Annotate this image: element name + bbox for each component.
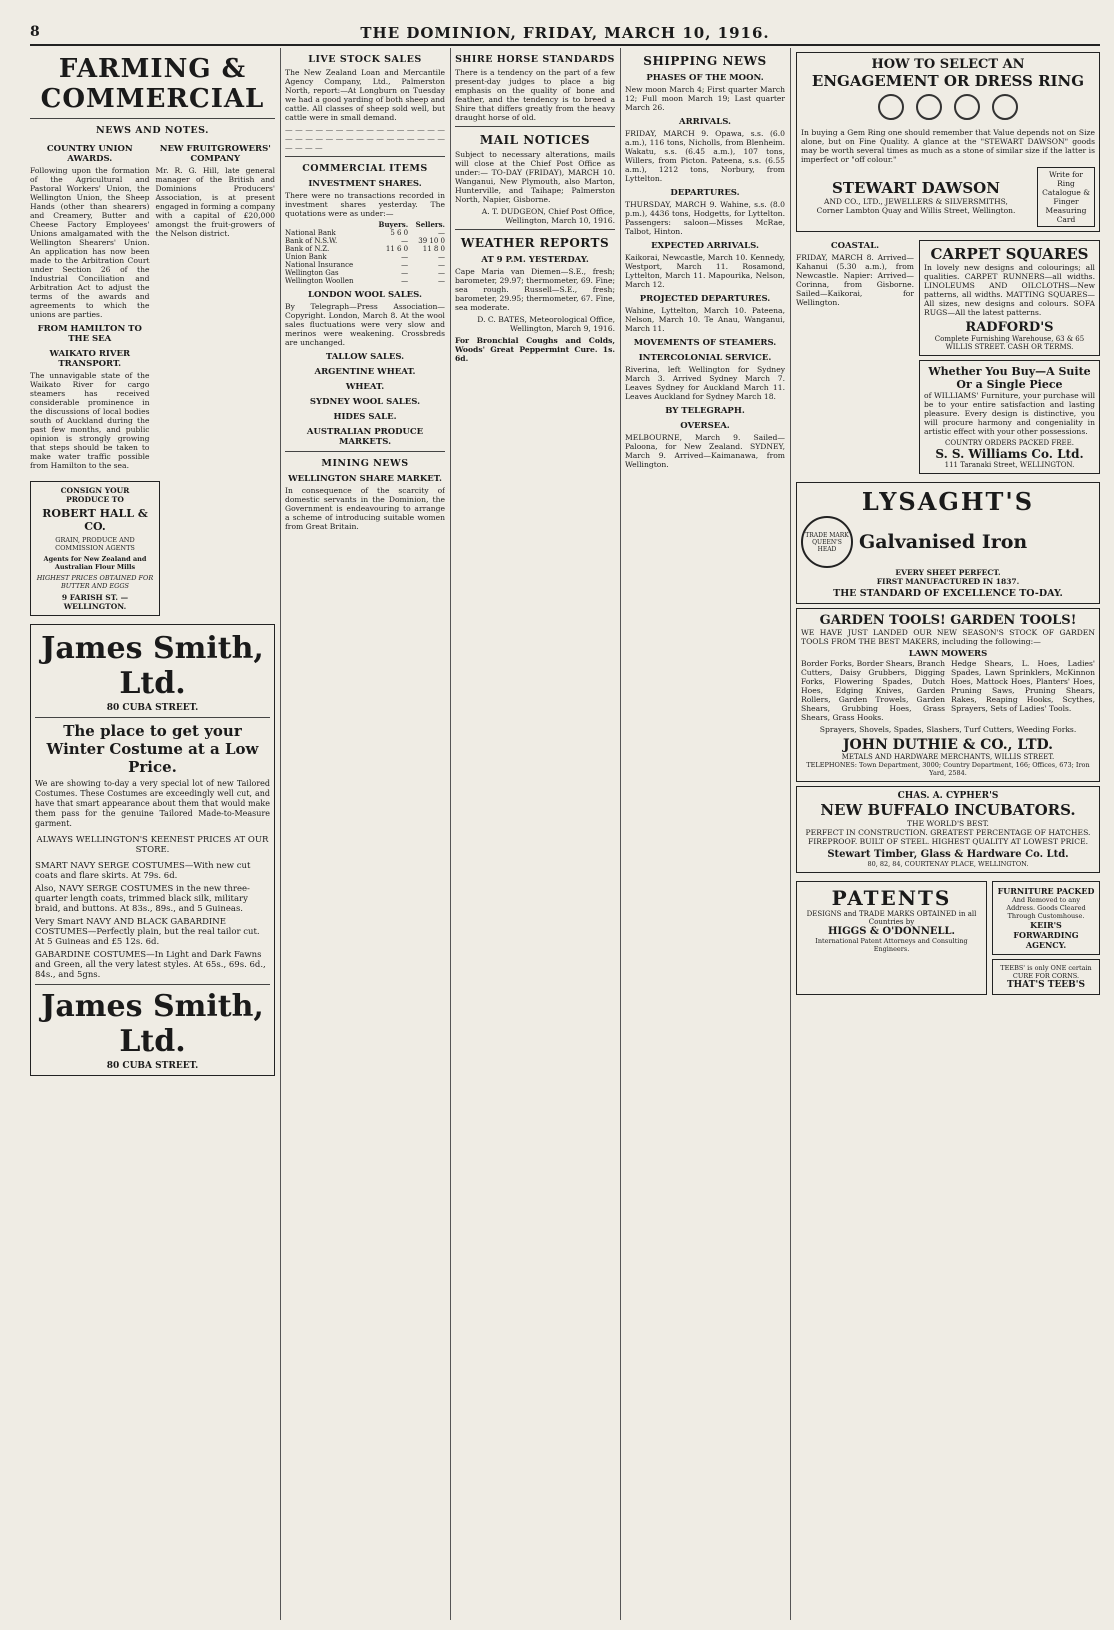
consign-line1: CONSIGN YOUR: [60, 486, 130, 495]
radford-ad: [919, 240, 1100, 356]
williams-text: of WILLIAMS' Furniture, your purchase will be to your entire satisfaction and lasting pleasure. Every design is distinctive, you will procure harmony and congeniality in artistic effect with your other possessions.: [924, 391, 1095, 436]
investment-heading: INVESTMENT SHARES.: [308, 179, 422, 189]
james-smith-body: We are showing to-day a very special lot of new Tailored Costumes. These Costumes are exceedingly well cut, and have that smart appearance about them that would make them pass for the genuine Tailored Made-to-Measure garment.: [35, 779, 270, 828]
table-row: National Insurance — —: [285, 261, 445, 269]
keir-title: FURNITURE PACKED: [997, 886, 1095, 896]
hamilton-heading: FROM HAMILTON TO THE SEA: [37, 324, 142, 344]
robert-hall-note: HIGHEST PRICES OBTAINED FOR BUTTER AND EGGS: [36, 574, 154, 590]
mail-signature: A. T. DUDGEON, Chief Post Office, Wellington, March 10, 1916.: [481, 207, 615, 225]
robert-hall-name: ROBERT HALL & CO.: [42, 507, 148, 533]
table-row: Bank of N.S.W. — 39 10 0: [285, 237, 445, 245]
table-row: Wellington Gas — —: [285, 269, 445, 277]
patents-ad: [796, 881, 987, 995]
commercial-heading: COMMERCIAL ITEMS: [302, 163, 428, 174]
robert-hall-ad: [30, 481, 160, 616]
cypher-ad: [796, 786, 1100, 873]
cypher-agent: CHAS. A. CYPHER'S: [897, 791, 999, 801]
robert-hall-sub: GRAIN, PRODUCE AND COMMISSION AGENTS: [55, 536, 135, 552]
james-smith-line4: GABARDINE COSTUMES—In Light and Dark Fawns and Green, all the very latest styles. At 65s., 69s. 6d., 84s., and 5gns.: [35, 950, 266, 980]
williams-country: COUNTRY ORDERS PACKED FREE.: [945, 439, 1074, 447]
keir-text: And Removed to any Address. Goods Cleared Through Customhouse.: [1006, 896, 1086, 920]
country-union-text: Following upon the formation of the Agricultural and Pastoral Workers' Union, the Wellington Union, the Sheep Hands (other than shearers) and Creamery, Butter and Cheese Factory Employees' Unions amalgamated with the Wellington Shearers' Union. An application has now been made to the Arbitration Court under Section 26 of the Industrial Conciliation and Arbitration Act to adjust the terms of the awards and agreements to which the unions are parties.: [30, 166, 150, 319]
wool-text: By Telegraph—Press Association—Copyright. London, March 8. At the wool sales fluctuations were very slow and merinos were weakening. Crossbreds are unchanged.: [285, 302, 445, 347]
coastal-heading: COASTAL.: [830, 241, 880, 251]
ring-icon: [916, 94, 942, 120]
james-smith-slogan: The place to get your Winter Costume at a Low Price.: [46, 722, 259, 776]
column-livestock: LIVE STOCK SALES The New Zealand Loan and Mercantile Agency Company, Ltd., Palmerston North, report:—At Longburn on Tuesday we had a good yarding of both sheep and cattle. All classes of sheep sold well, but cattle were in small demand. — — — — — — — — — — — — — — — — — — — — — — — — — — — — — — — — — — — — COMMERCIAL ITEMS INVESTMENT SHARES. There were no transactions recorded in investment shares yesterday. The quotations were as under:— Buyers. Sellers. National Bank 5 6 0 — Bank of N.S.W. — 39 10 0 Bank of N.Z. 11 6 0 11 8 0 Union Bank — — National Insurance — — Wellington Gas — — Wellington Woollen — — LONDON WOOL SALES. By Telegraph—Press Association—Copyright. London, March 8. At the wool sales fluctuations were very slow and merinos were weakening. Crossbreds are unchanged. TALLOW SALES. ARGENTINE WHEAT. WHEAT. SYDNEY WOOL SALES. HIDES SALE. AUSTRALIAN PRODUCE MARKETS. MINING NEWS WELLINGTON SHARE MARKET. In consequence of the scarcity of domestic servants in the Dominion, the Government is endeavouring to arrange a scheme of introducing suitable women from Great Britain.: [285, 54, 445, 531]
garden-text: WE HAVE JUST LANDED OUR NEW SEASON'S STOCK OF GARDEN TOOLS FROM THE BEST MAKERS, including the following:—: [801, 628, 1095, 646]
produce-heading: AUSTRALIAN PRODUCE MARKETS.: [306, 427, 424, 447]
table-row: National Bank 5 6 0 —: [285, 229, 445, 237]
robert-hall-agents: Agents for New Zealand and Australian Flour Mills: [43, 555, 147, 571]
garden-lawn: LAWN MOWERS: [908, 649, 988, 659]
james-smith-address-2: 80 CUBA STREET.: [106, 1061, 199, 1071]
james-smith-ad: [30, 624, 275, 1076]
column-advertisements: [796, 48, 1100, 1620]
robert-hall-address: 9 FARISH ST. — WELLINGTON.: [61, 593, 129, 611]
cypher-text: PERFECT IN CONSTRUCTION. GREATEST PERCENTAGE OF HATCHES. FIREPROOF. BUILT OF STEEL. HIGHEST QUALITY AT LOWEST PRICE.: [805, 828, 1091, 846]
hides-heading: HIDES SALE.: [333, 412, 397, 422]
james-smith-keenest: ALWAYS WELLINGTON'S KEENEST PRICES AT OUR STORE.: [36, 835, 269, 855]
departures-heading: DEPARTURES.: [670, 188, 740, 198]
column-shire-mail: [455, 48, 615, 1620]
james-smith-name-2: James Smith, Ltd.: [41, 989, 264, 1059]
lysaght-first: FIRST MANUFACTURED IN 1837.: [876, 577, 1020, 586]
quote-head-sellers: Sellers.: [415, 220, 445, 229]
waikato-text: The unnavigable state of the Waikato River for cargo steamers has received considerable prominence in the discussions of local bodies south of Auckland during the past few months, and public opinion is strongly growing that steps should be taken to make water traffic possible from Hamilton to the sea.: [30, 371, 150, 470]
james-smith-address: 80 CUBA STREET.: [106, 703, 199, 713]
garden-title: GARDEN TOOLS! GARDEN TOOLS!: [819, 613, 1077, 628]
patents-firm: HIGGS & O'DONNELL.: [827, 926, 956, 937]
oversea-heading: OVERSEA.: [680, 421, 730, 431]
duthie-sub: METALS AND HARDWARE MERCHANTS, WILLIS STREET.: [841, 753, 1055, 761]
news-heading: NEWS AND NOTES.: [96, 125, 209, 136]
stewart-dawson-name: STEWART DAWSON: [832, 179, 1000, 197]
weather-sub: AT 9 P.M. YESTERDAY.: [481, 255, 589, 265]
lysaght-product: Galvanised Iron: [859, 531, 1028, 553]
williams-name: S. S. Williams Co. Ltd.: [935, 447, 1084, 461]
teebs-name: THAT'S TEEB'S: [1006, 980, 1086, 990]
table-row: Bank of N.Z. 11 6 0 11 8 0: [285, 245, 445, 253]
ring-heading2: ENGAGEMENT OR DRESS RING: [811, 72, 1085, 90]
table-row: Wellington Woollen — —: [285, 277, 445, 285]
weather-heading: WEATHER REPORTS: [460, 236, 610, 250]
cypher-best: THE WORLD'S BEST.: [907, 819, 989, 828]
stewart-dawson-sub: AND CO., LTD., JEWELLERS & SILVERSMITHS,: [824, 197, 1008, 206]
ring-heading1: HOW TO SELECT AN: [871, 57, 1025, 72]
garden-more: Sprayers, Shovels, Spades, Slashers, Turf Cutters, Weeding Forks.: [819, 725, 1077, 734]
page-number: 8: [30, 24, 40, 40]
arrivals-text: FRIDAY, MARCH 9. Opawa, s.s. (6.0 a.m.), 116 tons, Nicholls, from Blenheim. Wakatu, s.s. (6.45 a.m.), 107 tons, Willers, from Picton. Pateena, s.s. (6.55 a.m.), 1212 tons, Norbury, from Lyttelton.: [625, 129, 785, 183]
williams-address: 111 Taranaki Street, WELLINGTON.: [944, 461, 1075, 469]
livestock-heading: LIVE STOCK SALES: [308, 54, 422, 65]
coastal-text: FRIDAY, MARCH 8. Arrived—Kahanui (5.30 a.m.), from Newcastle. Napier: Arrived—Corinna, from Gisborne. Sailed—Kaikorai, for Wellington.: [796, 253, 914, 307]
fruitgrowers-text: Mr. R. G. Hill, late general manager of the British and Dominions Producers' Association, is at present engaged in forming a company with a capital of £20,000 amongst the fruit-growers of the Nelson district.: [155, 166, 275, 238]
share-market-heading: WELLINGTON SHARE MARKET.: [288, 474, 442, 484]
stewart-dawson-ad: [796, 52, 1100, 232]
consign-line2: PRODUCE TO: [66, 495, 124, 504]
telegraph-text: MELBOURNE, March 9. Sailed—Paloona, for New Zealand. SYDNEY, March 9. Arrived—Kaimanawa, from Wellington.: [625, 433, 785, 469]
shire-heading: SHIRE HORSE STANDARDS: [455, 54, 615, 65]
mail-text: Subject to necessary alterations, mails will close at the Chief Post Office as under:— TO-DAY (FRIDAY), MARCH 10. Wanganui, New Plymouth, also Marton, Hunterville, and Taihape; Palmerston North, Napier, Gisborne.: [455, 150, 615, 204]
james-smith-line3: Very Smart NAVY AND BLACK GABARDINE COSTUMES—Perfectly plain, but the real tailor cut. At 5 Guineas and £5 12s. 6d.: [35, 917, 260, 947]
james-smith-line2: Also, NAVY SERGE COSTUMES in the new three-quarter length coats, trimmed black silk, military braid, and buttons. At 83s., 89s., and 5 Guineas.: [35, 884, 250, 914]
radford-name: RADFORD'S: [965, 320, 1054, 335]
stewart-timber: Stewart Timber, Glass & Hardware Co. Ltd.: [827, 849, 1069, 860]
table-row: Union Bank — —: [285, 253, 445, 261]
patents-sub: International Patent Attorneys and Consulting Engineers.: [815, 937, 968, 953]
investment-note: There were no transactions recorded in investment shares yesterday. The quotations were as under:—: [285, 191, 445, 218]
williams-title1: Whether You Buy—A Suite: [928, 365, 1091, 378]
mining-heading: MINING NEWS: [321, 458, 409, 469]
ring-icon: [878, 94, 904, 120]
stewart-timber-address: 80, 82, 84, COURTENAY PLACE, WELLINGTON.: [867, 860, 1029, 868]
teebs-text: TEEBS' is only ONE certain CURE FOR CORNS.: [1000, 964, 1092, 980]
weather-signature: D. C. BATES, Meteorological Office, Wellington, March 9, 1916.: [477, 315, 615, 333]
mining-text: In consequence of the scarcity of domestic servants in the Dominion, the Government is endeavouring to arrange a scheme of introducing suitable women from Great Britain.: [285, 486, 445, 531]
lysaght-standard: THE STANDARD OF EXCELLENCE TO-DAY.: [833, 588, 1063, 599]
departures-text: THURSDAY, MARCH 9. Wahine, s.s. (8.0 p.m.), 4436 tons, Hodgetts, for Lyttelton. Passengers: saloon—Misses McRae, Talbot, Hinton.: [625, 200, 785, 236]
carpet-text: In lovely new designs and colourings; all qualities. CARPET RUNNERS—all widths. LINOLEUMS AND OILCLOTHS—New patterns, all widths. MATTING SQUARES—All sizes, new designs and colours. SOFA RUGS—All the latest patterns.: [924, 263, 1095, 317]
argentine-heading: ARGENTINE WHEAT.: [314, 367, 416, 377]
projected-heading: PROJECTED DEPARTURES.: [639, 294, 771, 304]
phases-text: New moon March 4; First quarter March 12; Full moon March 19; Last quarter March 26.: [625, 85, 785, 112]
arrivals-heading: ARRIVALS.: [678, 117, 731, 127]
waikato-heading: WAIKATO RIVER TRANSPORT.: [49, 349, 131, 369]
wheat-heading: WHEAT.: [345, 382, 385, 392]
cypher-product: NEW BUFFALO INCUBATORS.: [820, 801, 1076, 819]
expected-text: Kaikorai, Newcastle, March 10. Kennedy, Westport, March 11. Rosamond, Lyttelton, March 11. Mapourika, Nelson, March 12.: [625, 253, 785, 289]
keir-ad: [992, 881, 1100, 955]
ring-icon: [992, 94, 1018, 120]
phases-heading: PHASES OF THE MOON.: [646, 73, 764, 83]
lysaght-name: LYSAGHT'S: [861, 487, 1035, 516]
williams-ad: [919, 360, 1100, 474]
garden-left: Border Forks, Border Shears, Branch Cutters, Daisy Grubbers, Digging Forks, Flowering Spades, Dutch Hoes, Edging Knives, Garden Rollers, Garden Trowels, Garden Shears, Grubbing Hoes, Grass Shears, Grass Hooks.: [801, 659, 945, 722]
newspaper-title: THE DOMINION, FRIDAY, MARCH 10, 1916.: [360, 24, 770, 42]
ring-text: In buying a Gem Ring one should remember that Value depends not on Size alone, but on Fine Quality. A glance at the "STEWART DAWSON" goods may be worth several times as much as a stone of similar size if the latter is imperfect or "off colour.": [801, 128, 1095, 164]
james-smith-line1: SMART NAVY SERGE COSTUMES—With new cut coats and flare skirts. At 79s. 6d.: [35, 861, 251, 881]
country-union-heading: COUNTRY UNION AWARDS.: [46, 144, 133, 164]
movements-heading: MOVEMENTS OF STEAMERS.: [633, 338, 777, 348]
weather-text: Cape Maria van Diemen—S.E., fresh; barometer, 29.97; thermometer, 69. Fine; sea rough. Russell—S.E., fresh; barometer, 29.95; thermometer, 67. Fine, sea moderate.: [455, 267, 615, 312]
stewart-dawson-address: Corner Lambton Quay and Willis Street, Wellington.: [816, 206, 1016, 215]
ring-write-box: Write for Ring Catalogue & Finger Measuring Card: [1037, 167, 1095, 227]
lysaght-perfect: EVERY SHEET PERFECT.: [895, 568, 1001, 577]
patents-text: DESIGNS and TRADE MARKS OBTAINED in all Countries by: [806, 910, 977, 926]
sydney-wool-heading: SYDNEY WOOL SALES.: [309, 397, 421, 407]
projected-text: Wahine, Lyttelton, March 10. Pateena, Nelson, March 10. Te Anau, Wanganui, March 11.: [625, 306, 785, 333]
james-smith-name: James Smith, Ltd.: [41, 631, 264, 701]
duthie-name: JOHN DUTHIE & CO., LTD.: [842, 737, 1054, 753]
shire-text: There is a tendency on the part of a few present-day judges to place a big emphasis on the quality of bone and feather, and the tendency is to breed a Shire that differs greatly from the heavy draught horse of old.: [455, 68, 615, 122]
shipping-heading: SHIPPING NEWS: [643, 54, 767, 68]
livestock-text: The New Zealand Loan and Mercantile Agency Company, Ltd., Palmerston North, report:—At Longburn on Tuesday we had a good yarding of both sheep and cattle. All classes of sheep sold well, but cattle were in small demand.: [285, 68, 445, 122]
mail-heading: MAIL NOTICES: [479, 133, 591, 147]
fruitgrowers-heading: NEW FRUITGROWERS' COMPANY: [159, 144, 271, 164]
share-quotes-table: [285, 221, 445, 285]
weather-footer: For Bronchial Coughs and Colds, Woods' Great Peppermint Cure. 1s. 6d.: [455, 336, 615, 363]
intercolonial-heading: INTERCOLONIAL SERVICE.: [638, 353, 772, 363]
column-shipping: [625, 48, 785, 1620]
ring-icon: [954, 94, 980, 120]
patents-title: PATENTS: [831, 886, 952, 910]
wool-heading: LONDON WOOL SALES.: [308, 290, 422, 300]
trademark-icon: TRADE MARK QUEEN'S HEAD: [801, 516, 853, 568]
teebs-ad: [992, 959, 1100, 995]
garden-right: Hedge Shears, L. Hoes, Ladies' Spades, Lawn Sprinklers, McKinnon Hoes, Mattock Hoes, Planters' Hoes, Pruning Saws, Pruning Shears, Rakes, Reaping Hooks, Scythes, Sprayers, Sets of Ladies' Tools.: [951, 659, 1095, 713]
radford-text: Complete Furnishing Warehouse, 63 & 65 WILLIS STREET. CASH OR TERMS.: [934, 335, 1085, 351]
telegraph-heading: BY TELEGRAPH.: [665, 406, 745, 416]
tallow-heading: TALLOW SALES.: [325, 352, 405, 362]
column-farming: [30, 48, 275, 1620]
williams-title2: Or a Single Piece: [956, 378, 1063, 391]
quote-head-buyers: Buyers.: [378, 220, 409, 229]
movements-text: Riverina, left Wellington for Sydney March 3. Arrived Sydney March 7. Leaves Sydney for Auckland March 11. Leaves Auckland for Sydney March 18.: [625, 365, 785, 401]
section-title: FARMING & COMMERCIAL: [40, 54, 265, 114]
keir-name: KEIR'S FORWARDING AGENCY.: [1013, 920, 1079, 950]
lysaght-ad: [796, 482, 1100, 604]
duthie-ad: [796, 608, 1100, 782]
carpet-title: CARPET SQUARES: [930, 245, 1089, 263]
expected-heading: EXPECTED ARRIVALS.: [651, 241, 759, 251]
masthead: [30, 22, 1100, 46]
duthie-phones: TELEPHONES: Town Department, 3000; Country Department, 166; Offices, 673; Iron Yard, 2584.: [806, 761, 1090, 777]
